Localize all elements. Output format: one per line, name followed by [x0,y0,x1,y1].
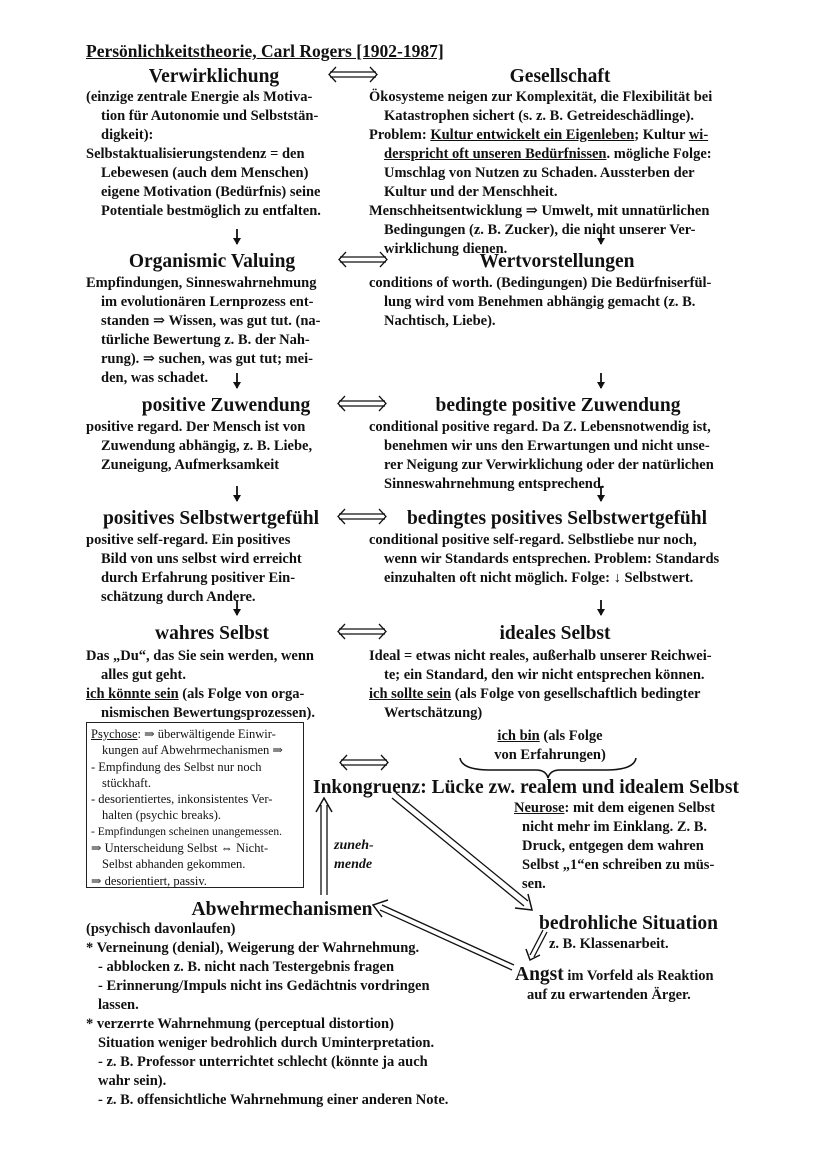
heading-verwirklichung: Verwirklichung [148,66,280,87]
heading-bedingte-positive-zuwendung: bedingte positive Zuwendung [435,395,681,416]
page-title: Persönlichkeitstheorie, Carl Rogers [1902-1987] [86,41,444,61]
text-zunehmende: zuneh- mende [334,838,374,872]
heading-bedingtes-selbstwertgefuehl: bedingtes positives Selbstwertgefühl [406,508,708,529]
arrow-situation-to-angst [526,930,547,960]
heading-abwehrmechanismen: Abwehrmechanismen [191,899,373,920]
down-arrows [237,229,601,615]
text-gesellschaft: Ökosysteme neigen zur Komplexität, die Flexibilität bei Katastrophen sichert (s. z. B. Getreideschädlinge). Problem: Kultur entwickelt ein Eigenleben; Kultur wi- derspricht oft unseren Bedürfnissen. mögliche Folge: Umschlag von Nutzen zu Schaden. Aussterben der Kultur und der Menschheit. Menschheitsentwicklung ⇒ Umwelt, mit unnatürlichen Bedingungen (z. B. Zucker), die nicht unserer Ver- wirklichung dienen. [369,89,713,257]
heading-organismic-valuing: Organismic Valuing [128,251,296,272]
text-bedrohliche-situation: z. B. Klassenarbeit. [549,936,669,952]
heading-gesellschaft: Gesellschaft [509,66,611,87]
double-arrow-psychose [340,755,388,770]
text-angst: Angst im Vorfeld als Reaktion auf zu erwartenden Ärger. [515,964,714,1003]
text-neurose: Neurose: mit dem eigenen Selbst nicht mehr im Einklang. Z. B. Druck, entgegen dem wahren Selbst „1“en schreiben zu müs- sen. [514,800,716,892]
arrow-abwehr-to-inkongruenz [316,798,332,895]
heading-positives-selbstwertgefuehl: positives Selbstwertgefühl [102,508,320,529]
arrow-angst-to-abwehr [373,900,514,970]
text-bedingtes-selbstwertgefuehl: conditional positive self-regard. Selbstliebe nur noch, wenn wir Standards entsprechen. Problem: Standards einzuhalten oft nicht möglich. Folge: ↓ Selbstwert. [369,532,720,586]
text-verwirklichung: (einzige zentrale Energie als Motiva- tion für Autonomie und Selbststän- digkeit): Selbstaktualisierungstendenz = den Lebewesen (auch dem Menschen) eigene Motivation (Bedürfnis) seine Potentiale bestmöglich zu entfalten. [86,89,321,219]
text-bedingte-positive-zuwendung: conditional positive regard. Da Z. Lebensnotwendig ist, benehmen wir uns den Erwartungen und nicht unse- rer Neigung zur Verwirklichung oder der natürlichen Sinneswahrnehmung entsprechend. [369,419,714,492]
text-organismic-valuing: Empfindungen, Sinneswahrnehmung im evolutionären Lernprozess ent- standen ⇒ Wissen, was gut tut. (na- türliche Bewertung z. B. der Nah- rung). ⇒ suchen, was gut tut; mei- den, was schadet. [86,275,321,386]
heading-inkongruenz: Inkongruenz: Lücke zw. realem und idealem Selbst [313,777,739,798]
text-positives-selbstwertgefuehl: positive self-regard. Ein positives Bild von uns selbst wird erreicht durch Erfahrung positiver Ein- schätzung durch Andere. [86,532,302,605]
double-arrow-row1 [329,67,377,82]
heading-positive-zuwendung: positive Zuwendung [141,395,311,416]
text-positive-zuwendung: positive regard. Der Mensch ist von Zuwendung abhängig, z. B. Liebe, Zuneigung, Aufmerksamkeit [86,419,313,473]
double-arrow-row3 [338,396,386,411]
double-arrow-row5 [338,624,386,639]
double-arrow-row2 [339,252,387,267]
heading-bedrohliche-situation: bedrohliche Situation [539,913,718,934]
text-wertvorstellungen: conditions of worth. (Bedingungen) Die Bedürfniserfül- lung wird vom Benehmen abhängig gemacht (z. B. Nachtisch, Liebe). [369,275,712,329]
brace-ich-bin [460,758,636,778]
arrow-inkongruenz-to-situation [392,793,532,910]
text-abwehrmechanismen: (psychisch davonlaufen) * Verneinung (denial), Weigerung der Wahrnehmung. - abblocken z. B. nicht nach Testergebnis fragen - Erinnerung/Impuls nicht ins Gedächtnis vordringen lassen. * verzerrte Wahrnehmung (perceptual distortion) Situation weniger bedrohlich durch Uminterpretation. - z. B. Professor unterrichtet schlecht (könnte ja auch wahr sein). - z. B. offensichtliche Wahrnehmung einer anderen Note. [86,921,449,1108]
psychose-box: Psychose: ⇒ überwältigende Einwir- kungen auf Abwehrmechanismen ⇒ - Empfindung des Selbst nur noch stückhaft. - desorientiertes, inkonsistentes Ver- halten (psychic breaks). - Empfindungen scheinen unangemessen. ⇒ Unterscheidung Selbst ⇔ Nicht- Selbst abhanden gekommen. ⇒ desorientiert, passiv. [86,722,304,888]
text-ich-bin: ich bin (als Folge von Erfahrungen) [494,728,606,763]
double-arrow-row4 [338,509,386,524]
heading-ideales-selbst: ideales Selbst [499,623,611,644]
text-wahres-selbst: Das „Du“, das Sie sein werden, wenn alles gut geht. ich könnte sein (als Folge von orga- nismischen Bewertungsprozessen). [86,648,316,721]
heading-wahres-selbst: wahres Selbst [155,623,269,644]
heading-wertvorstellungen: Wertvorstellungen [479,251,635,272]
text-ideales-selbst: Ideal = etwas nicht reales, außerhalb unserer Reichwei- te; ein Standard, den wir nicht entsprechen können. ich sollte sein (als Folge von gesellschaftlich bedingter Wertschätzung) [369,648,712,721]
